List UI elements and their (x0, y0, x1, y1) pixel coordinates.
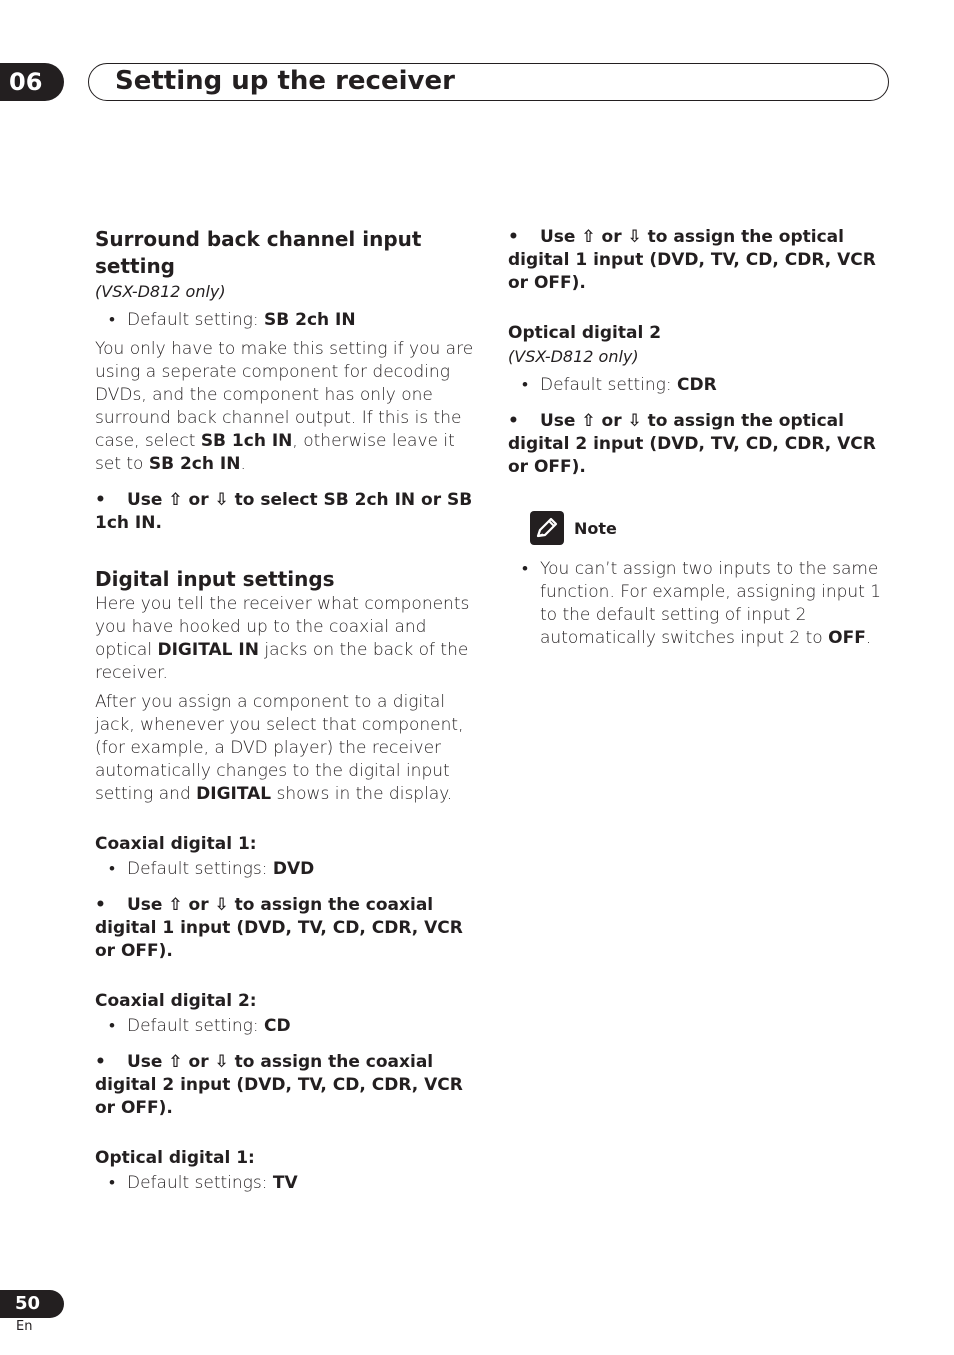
page-number-tab (0, 1290, 64, 1318)
opt2-heading: Optical digital 2 (508, 323, 662, 343)
coax1-default: • Default settings: DVD (109, 859, 315, 879)
sb-default: • Default setting: SB 2ch IN (109, 310, 356, 330)
coax2-step: • Use ⇧ or ⇩ to assign the coaxial digital 2 input (DVD, TV, CD, CDR, VCR or OFF). (95, 1052, 463, 1118)
opt1-default: • Default settings: TV (109, 1173, 298, 1193)
chapter-number: 06 (9, 68, 43, 96)
opt2-model-note: (VSX-D812 only) (508, 347, 639, 366)
sb-model-note: (VSX-D812 only) (95, 282, 226, 301)
digital-p1: Here you tell the receiver what components you have hooked up to the coaxial and optical DIGITAL IN jacks on the back of the receiver. (95, 594, 470, 683)
sb-body: You only have to make this setting if you are using a seperate component for decoding DVDs, and the component has only one surround back channel output. If this is the case, select SB 1ch IN, otherwise leave it set to SB 2ch IN. (95, 339, 474, 474)
chapter-title-box (88, 63, 889, 101)
digital-p2: After you assign a component to a digital jack, whenever you select that component, (for example, a DVD player) the receiver automatically changes to the digital input setting and DIGITAL shows in the display. (95, 692, 464, 804)
opt1-step: • Use ⇧ or ⇩ to assign the optical digital 1 input (DVD, TV, CD, CDR, VCR or OFF). (508, 227, 876, 293)
left-column (95, 226, 475, 1195)
coax1-heading: Coaxial digital 1: (95, 834, 257, 854)
right-column (508, 226, 893, 650)
opt1-heading: Optical digital 1: (95, 1148, 255, 1168)
sb-step: • Use ⇧ or ⇩ to select SB 2ch IN or SB 1ch IN. (95, 490, 473, 533)
chapter-tab (0, 63, 64, 101)
note-label: Note (574, 518, 617, 538)
coax2-default: • Default setting: CD (109, 1016, 291, 1036)
bullet-dot: • (109, 310, 115, 330)
chapter-title: Setting up the receiver (115, 66, 455, 96)
opt2-default: • Default setting: CDR (522, 375, 717, 395)
digital-heading: Digital input settings (95, 567, 335, 591)
bullet-dot: • (95, 490, 106, 510)
note-text: • You can’t assign two inputs to the same function. For example, assigning input 1 to the default setting of input 2 automatically switches input 2 to OFF. (522, 559, 882, 648)
pencil-icon (530, 511, 564, 545)
coax1-step: • Use ⇧ or ⇩ to assign the coaxial digital 1 input (DVD, TV, CD, CDR, VCR or OFF). (95, 895, 463, 961)
opt2-step: • Use ⇧ or ⇩ to assign the optical digital 2 input (DVD, TV, CD, CDR, VCR or OFF). (508, 411, 876, 477)
note-header (530, 511, 893, 545)
coax2-heading: Coaxial digital 2: (95, 991, 257, 1011)
sb-heading: Surround back channel input setting (95, 227, 422, 278)
language-label: En (16, 1319, 33, 1334)
page-number: 50 (15, 1293, 41, 1314)
